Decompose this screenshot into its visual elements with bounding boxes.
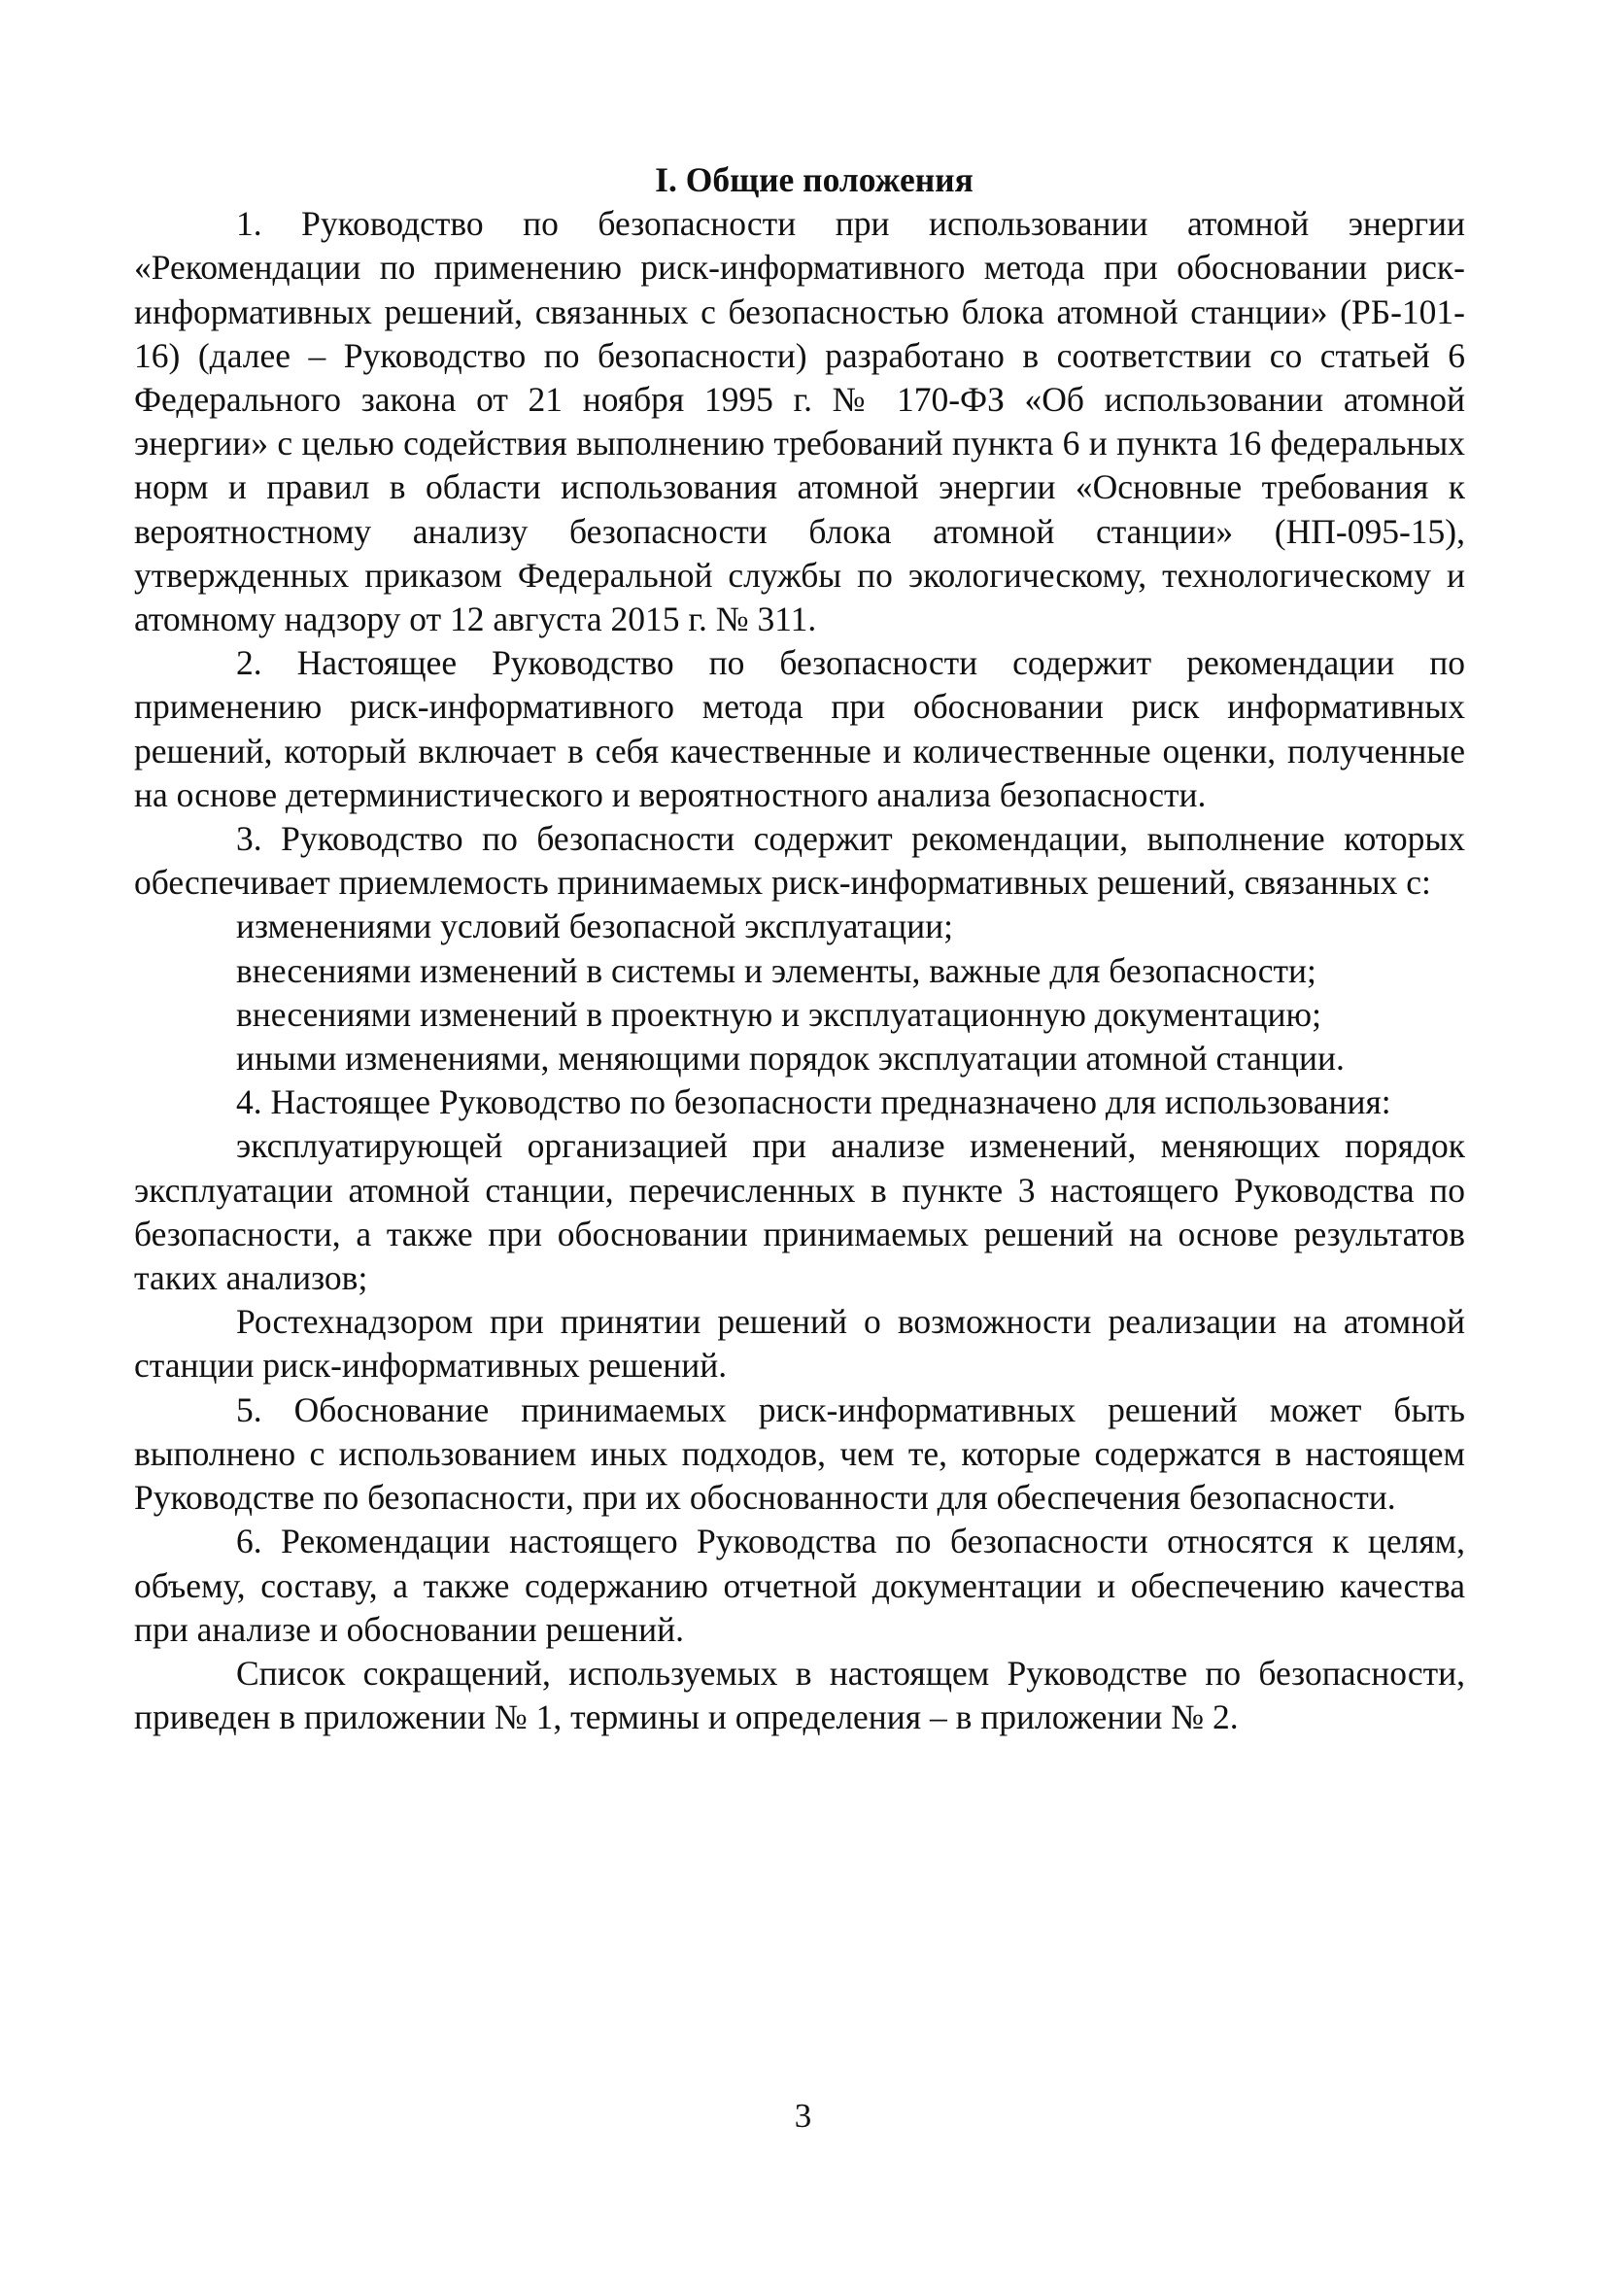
section-heading: I. Общие положения — [655, 160, 974, 199]
list-item: внесениями изменений в проектную и эксплуатационную документацию; — [236, 994, 1321, 1034]
paragraph-6: 6. Рекомендации настоящего Руководства по безопасности относятся к целям, объему, составу, а также содержанию отчетной документации и обеспечению качества при анализе и обосновании решений. — [134, 1522, 1465, 1649]
paragraph-4: 4. Настоящее Руководство по безопасности предназначено для использования: — [236, 1082, 1391, 1122]
list-item: внесениями изменений в системы и элементы, важные для безопасности; — [236, 950, 1316, 990]
list-item: Ростехнадзором при принятии решений о возможности реализации на атомной станции риск-информативных решений. — [134, 1302, 1465, 1386]
list-item: изменениями условий безопасной эксплуатации; — [236, 907, 953, 946]
paragraph-3: 3. Руководство по безопасности содержит рекомендации, выполнение которых обеспечивает приемлемость принимаемых риск-информативных решений, связанных с: — [134, 819, 1465, 903]
list-item: эксплуатирующей организацией при анализе изменений, меняющих порядок эксплуатации атомной станции, перечисленных в пункте 3 настоящего Руководства по безопасности, а также при обосновании принимаемых решений на основе результатов таких анализов; — [134, 1126, 1465, 1298]
paragraph-abbreviations: Список сокращений, используемых в настоящем Руководстве по безопасности, приведен в приложении № 1, термины и определения – в приложении № 2. — [134, 1653, 1465, 1737]
paragraph-5: 5. Обоснование принимаемых риск-информативных решений может быть выполнено с использованием иных подходов, чем те, которые содержатся в настоящем Руководстве по безопасности, при их обоснованности для обеспечения безопасности. — [134, 1389, 1465, 1518]
paragraph-1: 1. Руководство по безопасности при использовании атомной энергии «Рекомендации по применению риск-информативного метода при обосновании риск-информативных решений, связанных с безопасностью блока атомной станции» (РБ-101-16) (далее – Руководство по безопасности) разработано в соответствии со статьей 6 Федерального закона от 21 ноября 1995 г. № 170-ФЗ «Об использовании атомной энергии» с целью содействия выполнению требований пункта 6 и пункта 16 федеральных норм и правил в области использования атомной энергии «Основные требования к вероятностному анализу безопасности блока атомной станции» (НП-095-15), утвержденных приказом Федеральной службы по экологическому, технологическому и атомному надзору от 12 августа 2015 г. № 311. — [134, 204, 1465, 639]
page-number: 3 — [794, 2097, 812, 2135]
paragraph-2: 2. Настоящее Руководство по безопасности содержит рекомендации по применению риск-информативного метода при обосновании риск информативных решений, который включает в себя качественные и количественные оценки, полученные на основе детерминистического и вероятностного анализа безопасности. — [134, 643, 1465, 814]
list-item: иными изменениями, меняющими порядок эксплуатации атомной станции. — [236, 1039, 1345, 1079]
document-body — [134, 158, 1465, 1739]
